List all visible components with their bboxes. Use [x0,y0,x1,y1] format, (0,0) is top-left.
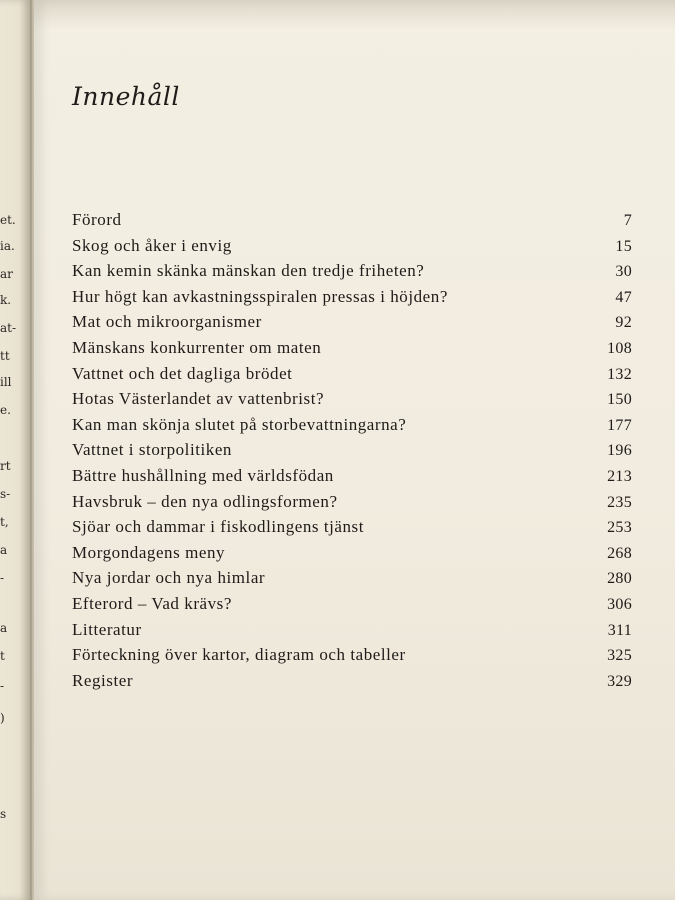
toc-entry-page: 213 [607,467,632,485]
toc-entry-title: Vattnet och det dagliga brödet [72,363,293,383]
left-page-fragment: - [0,679,5,693]
toc-entry [72,210,632,236]
table-of-contents [72,210,632,696]
toc-entry-page: 196 [607,442,632,460]
toc-entry-title: Förord [72,210,122,229]
toc-entry-title: Vattnet i storpolitiken [72,440,232,460]
toc-entry [72,466,632,492]
left-page-fragment: t, [0,515,9,529]
toc-entry-title: Morgondagens meny [72,542,226,562]
toc-entry-title: Hur högt kan avkastningsspiralen pressas i höjden? [72,286,448,306]
toc-entry-page: 92 [615,314,632,332]
toc-entry-title: Havsbruk – den nya odlingsformen? [72,491,338,511]
left-page-edge [0,0,32,900]
left-page-fragment: k. [0,293,12,307]
toc-entry [72,568,632,594]
left-page-fragment: s- [0,487,11,501]
toc-entry [72,312,632,338]
toc-entry [72,261,632,287]
toc-entry [72,671,632,697]
toc-entry-page: 253 [607,519,632,537]
toc-entry-page: 280 [607,570,632,588]
left-page-fragment: et. [0,213,16,227]
toc-entry [72,338,632,364]
toc-entry [72,236,632,262]
left-page-fragment: a [0,621,8,635]
toc-entry-title: Sjöar och dammar i fiskodlingens tjänst [72,517,364,537]
left-page-fragment: s [0,807,7,821]
toc-entry-title: Litteratur [72,619,142,639]
toc-entry-page: 7 [623,212,632,229]
toc-entry [72,389,632,415]
toc-entry-title: Kan man skönja slutet på storbevattningarna? [72,414,407,434]
toc-entry-page: 268 [607,544,632,562]
left-page-fragment: ill [0,375,12,389]
toc-entry-page: 311 [607,621,632,639]
left-page-fragment: t [0,649,5,663]
left-page-fragment: a [0,543,8,557]
toc-entry [72,620,632,646]
toc-entry-title: Skog och åker i envig [72,235,232,255]
toc-entry [72,645,632,671]
toc-entry-page: 150 [607,391,632,409]
toc-entry [72,543,632,569]
left-page-fragment: ) [0,711,5,725]
left-page-fragment: - [0,571,5,585]
toc-entry-page: 47 [615,288,632,306]
toc-entry-title: Bättre hushållning med världsfödan [72,465,334,485]
toc-entry-title: Hotas Västerlandet av vattenbrist? [72,389,325,409]
page-title: Innehåll [72,82,180,111]
toc-entry-title: Nya jordar och nya himlar [72,568,266,588]
left-page-fragment: ar [0,267,13,281]
toc-entry-page: 306 [607,595,632,613]
toc-entry-page: 108 [607,339,632,357]
left-page-fragment: tt [0,349,10,363]
toc-entry-title: Förteckning över kartor, diagram och tabeller [72,645,406,665]
toc-entry [72,440,632,466]
toc-entry-page: 235 [607,493,632,511]
toc-entry-page: 177 [607,416,632,434]
toc-entry-title: Kan kemin skänka mänskan den tredje friheten? [72,261,425,281]
toc-entry-title: Mat och mikroorganismer [72,312,262,332]
toc-entry [72,415,632,441]
toc-entry [72,364,632,390]
left-page-fragment: ia. [0,239,15,253]
toc-entry-title: Mänskans konkurrenter om maten [72,337,322,357]
toc-entry [72,517,632,543]
toc-entry [72,594,632,620]
toc-entry-title: Efterord – Vad krävs? [72,593,232,613]
toc-entry-page: 325 [607,647,632,665]
toc-entry-page: 132 [607,365,632,383]
left-page-fragment: at- [0,321,17,335]
toc-entry [72,492,632,518]
toc-entry-page: 15 [615,237,632,255]
toc-entry-page: 30 [615,263,632,281]
left-page-fragment: rt [0,459,11,473]
toc-entry [72,287,632,313]
page-top-shadow [34,0,675,30]
toc-entry-page: 329 [607,672,632,690]
toc-entry-title: Register [72,670,134,690]
left-page-fragment: e. [0,403,11,417]
